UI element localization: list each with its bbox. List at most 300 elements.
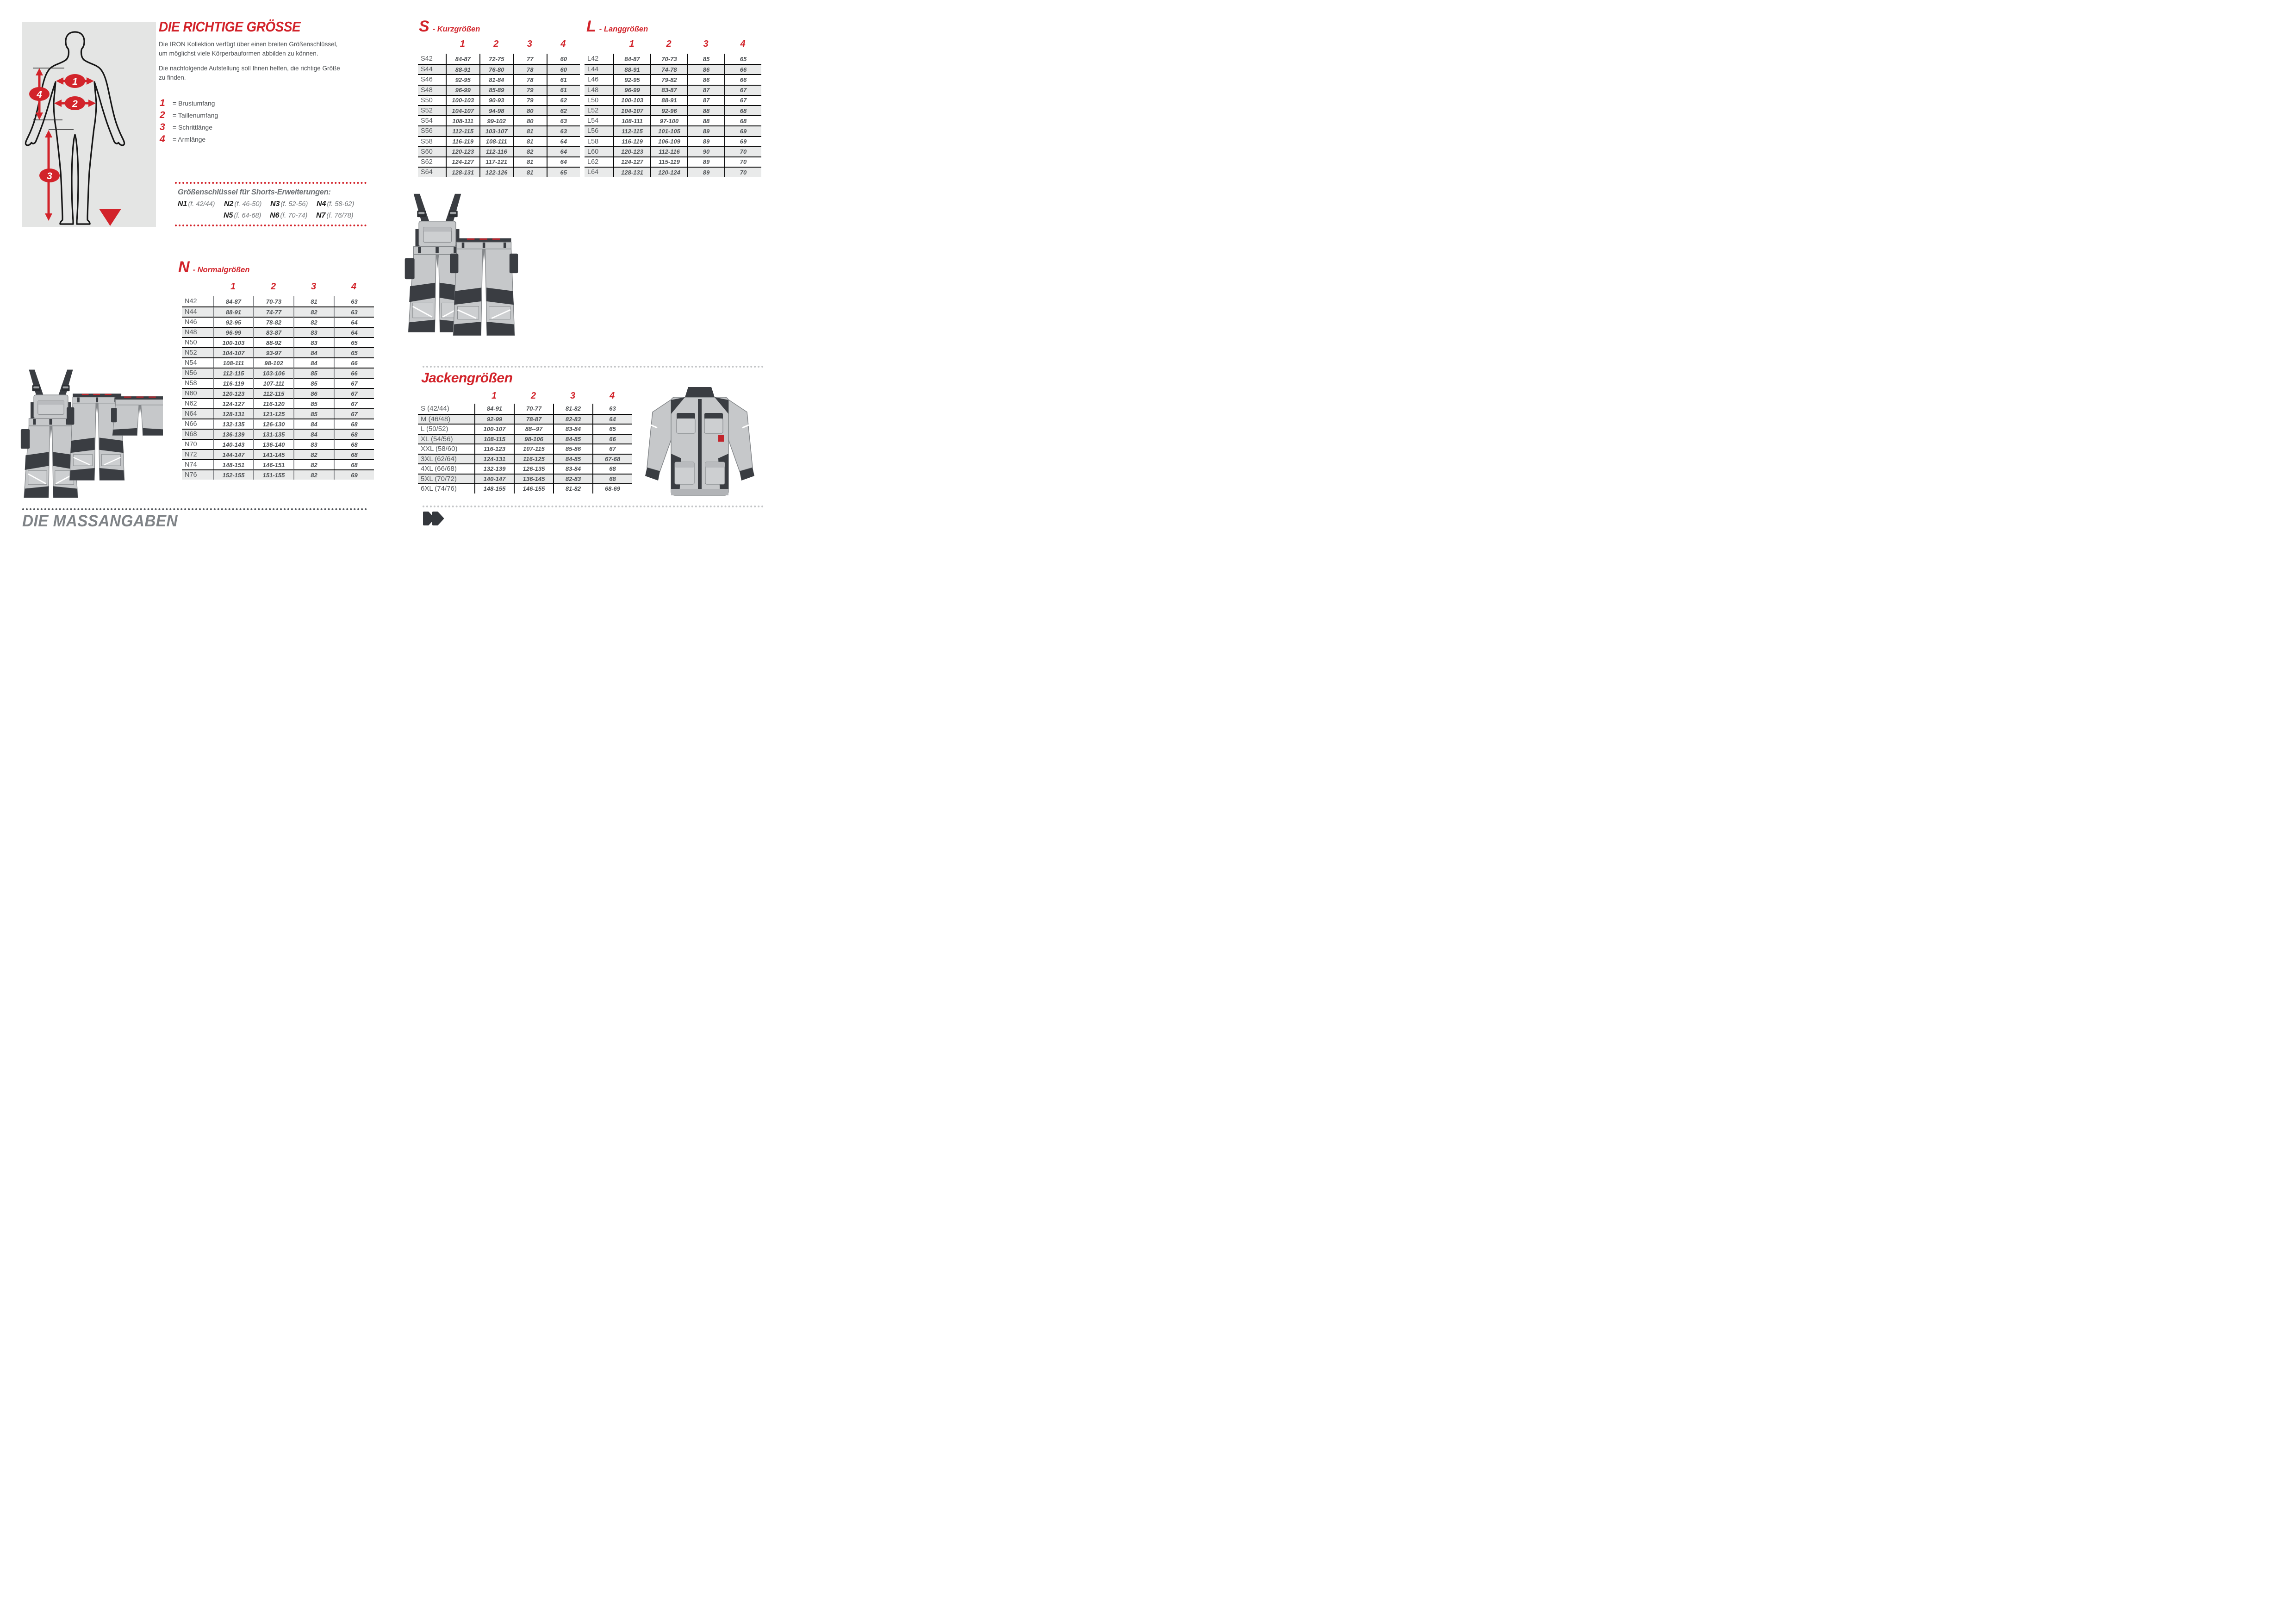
- size-label: L54: [585, 115, 613, 125]
- col-header-4: 4: [560, 39, 566, 49]
- table-row: [585, 95, 761, 105]
- section-title-langgroessen: [586, 18, 648, 36]
- measure-value: 124-131: [474, 454, 514, 464]
- measure-value: 69: [724, 136, 761, 146]
- shorts-key-code: N1: [178, 200, 187, 208]
- measure-value: 132-139: [474, 463, 514, 474]
- table-row: [418, 105, 580, 115]
- measure-value: 101-105: [650, 125, 687, 136]
- section-title-jackengroessen: [421, 370, 512, 386]
- measure-value: 146-155: [514, 483, 553, 493]
- section-title-normalgroessen: [178, 258, 249, 276]
- measure-value: 63: [547, 125, 580, 136]
- measure-value: 88--97: [514, 424, 553, 434]
- size-label: 6XL (74/76): [418, 483, 474, 493]
- measure-value: 68: [592, 474, 632, 484]
- size-label: L60: [585, 146, 613, 156]
- measure-value: 83: [293, 327, 334, 337]
- table-row: [418, 95, 580, 105]
- measure-value: 104-107: [446, 105, 479, 115]
- legend-number: 3: [160, 122, 165, 132]
- measure-value: 89: [687, 136, 724, 146]
- measure-value: 152-155: [213, 469, 253, 480]
- legend-item: [160, 97, 218, 109]
- measure-value: 67: [724, 85, 761, 95]
- col-header-1: 1: [491, 391, 497, 401]
- measure-value: 85-86: [553, 443, 592, 454]
- measure-value: 82: [293, 306, 334, 317]
- table-row: [418, 64, 580, 74]
- measure-value: 64: [547, 156, 580, 167]
- size-label: N48: [182, 327, 213, 337]
- table-row: [418, 474, 632, 484]
- measure-value: 66: [334, 357, 374, 368]
- measure-value: 81-84: [479, 74, 513, 84]
- measure-value: 83-84: [553, 424, 592, 434]
- badge-3: 3: [47, 171, 52, 181]
- measure-value: 81: [513, 125, 547, 136]
- measure-value: 89: [687, 167, 724, 177]
- measure-value: 82: [293, 469, 334, 480]
- measure-value: 63: [334, 306, 374, 317]
- measure-value: 100-103: [213, 337, 253, 347]
- size-label: N50: [182, 337, 213, 347]
- jacket-illustration: [644, 383, 758, 507]
- legend-item: [160, 133, 218, 145]
- size-label: N44: [182, 306, 213, 317]
- measure-value: 65: [547, 167, 580, 177]
- measure-value: 61: [547, 74, 580, 84]
- measure-value: 82: [293, 449, 334, 459]
- table-row: [182, 337, 374, 347]
- table-row: [585, 115, 761, 125]
- measure-value: 108-115: [474, 434, 514, 444]
- measure-value: 66: [724, 74, 761, 84]
- table-row: [418, 156, 580, 167]
- table-row: [182, 459, 374, 469]
- measure-value: 82-83: [553, 474, 592, 484]
- measure-value: 103-106: [253, 368, 293, 378]
- measure-value: 128-131: [446, 167, 479, 177]
- measure-value: 88: [687, 105, 724, 115]
- size-label: L42: [587, 55, 599, 63]
- legend-label: = Armlänge: [173, 136, 206, 143]
- measure-value: 65: [334, 347, 374, 357]
- size-label: XL (54/56): [418, 434, 474, 444]
- measure-value: 80: [513, 105, 547, 115]
- col-header-1: 1: [230, 281, 236, 292]
- shorts-key-range: (f. 76/78): [326, 212, 354, 219]
- measure-value: 87: [687, 85, 724, 95]
- size-guide-page: [0, 0, 765, 541]
- col-header-3: 3: [311, 281, 317, 292]
- col-header-1: 1: [460, 39, 465, 49]
- next-page-chevrons-icon[interactable]: [423, 511, 445, 528]
- measure-value: 70: [724, 146, 761, 156]
- measure-value: 148-155: [474, 483, 514, 493]
- measure-value: 151-155: [253, 469, 293, 480]
- measure-value: 65: [334, 337, 374, 347]
- measure-value: 83: [293, 337, 334, 347]
- shorts-key-title: Größenschlüssel für Shorts-Erweiterungen:: [178, 188, 331, 196]
- size-label: S44: [418, 64, 446, 74]
- measure-value: 70-77: [514, 404, 553, 414]
- measure-value: 131-135: [253, 429, 293, 439]
- shorts-key-code: N7: [316, 212, 326, 219]
- measure-value: 82: [293, 459, 334, 469]
- table-row: [182, 306, 374, 317]
- size-label: S (42/44): [421, 405, 449, 413]
- size-label: 4XL (66/68): [418, 463, 474, 474]
- table-row: [182, 378, 374, 388]
- measure-value: 85-89: [479, 85, 513, 95]
- legend-item: [160, 121, 218, 133]
- measure-value: 82-83: [553, 414, 592, 424]
- measure-value: 120-123: [213, 388, 253, 398]
- measure-value: 84-87: [446, 54, 479, 64]
- legend-number: 2: [160, 110, 165, 120]
- table-row: [182, 357, 374, 368]
- table-row: [182, 429, 374, 439]
- shorts-key-row-1: [178, 200, 364, 208]
- size-label: 3XL (62/64): [418, 454, 474, 464]
- measure-value: 96-99: [446, 85, 479, 95]
- s-table-column-headers: [418, 39, 580, 50]
- measure-value: 81-82: [553, 483, 592, 493]
- measure-value: 63: [592, 404, 632, 414]
- jacken-table-column-headers: [418, 391, 632, 401]
- measure-value: 70: [724, 156, 761, 167]
- legend-number: 1: [160, 98, 165, 108]
- legend-label: = Schrittlänge: [173, 124, 212, 131]
- section-letter: N: [178, 258, 190, 276]
- measure-value: 108-111: [479, 136, 513, 146]
- measure-value: 64: [547, 136, 580, 146]
- l-table-column-headers: [585, 39, 761, 50]
- badge-4: 4: [37, 89, 42, 100]
- section-title-kurzgroessen: [419, 18, 480, 36]
- measure-value: 88-91: [650, 95, 687, 105]
- measure-value: 69: [334, 469, 374, 480]
- size-label: S60: [418, 146, 446, 156]
- footer-title: DIE MASSANGABEN: [22, 512, 178, 530]
- measure-value: 100-103: [613, 95, 650, 105]
- table-row: [182, 469, 374, 480]
- measure-value: 83-87: [650, 85, 687, 95]
- measure-value: 96-99: [613, 85, 650, 95]
- table-row: [182, 398, 374, 408]
- size-label: N46: [182, 317, 213, 327]
- measure-value: 120-124: [650, 167, 687, 177]
- measure-value: 68: [334, 429, 374, 439]
- measure-value: 81: [513, 167, 547, 177]
- measure-value: 92-95: [213, 317, 253, 327]
- measure-value: 70-73: [253, 296, 293, 306]
- measure-value: 83: [293, 439, 334, 449]
- measure-value: 100-103: [446, 95, 479, 105]
- measure-value: 61: [547, 85, 580, 95]
- measure-value: 115-119: [650, 156, 687, 167]
- measure-value: 116-125: [514, 454, 553, 464]
- measure-value: 81: [513, 136, 547, 146]
- table-row: [418, 146, 580, 156]
- measure-value: 69: [724, 125, 761, 136]
- measure-value: 77: [513, 54, 547, 64]
- table-row: [182, 408, 374, 418]
- measure-value: 78: [513, 74, 547, 84]
- shorts-key-code: N2: [224, 200, 234, 208]
- measure-value: 66: [724, 64, 761, 74]
- measure-value: 124-127: [613, 156, 650, 167]
- jackengroessen-table: [418, 404, 632, 493]
- measure-value: 92-95: [446, 74, 479, 84]
- table-row: [182, 347, 374, 357]
- size-label: N56: [182, 368, 213, 378]
- table-row: [182, 317, 374, 327]
- size-label: N58: [182, 378, 213, 388]
- measure-value: 67-68: [592, 454, 632, 464]
- footer-separator-left: [22, 508, 367, 510]
- size-label: S64: [418, 167, 446, 177]
- table-row: [585, 74, 761, 84]
- measure-value: 67: [592, 443, 632, 454]
- measure-value: 85: [293, 398, 334, 408]
- size-label: N64: [182, 408, 213, 418]
- measure-value: 67: [334, 378, 374, 388]
- measure-value: 103-107: [479, 125, 513, 136]
- shorts-key-code: N5: [224, 212, 233, 219]
- measure-value: 107-115: [514, 443, 553, 454]
- measure-value: 107-111: [253, 378, 293, 388]
- measure-value: 64: [592, 414, 632, 424]
- measure-value: 79: [513, 95, 547, 105]
- table-row: [418, 414, 632, 424]
- shorts-key-range: (f. 42/44): [188, 200, 215, 208]
- section-letter: S: [419, 18, 429, 35]
- measure-value: 78: [513, 64, 547, 74]
- measure-value: 74-77: [253, 306, 293, 317]
- size-label: L44: [585, 64, 613, 74]
- table-row: [182, 418, 374, 429]
- measure-value: 112-115: [446, 125, 479, 136]
- measure-value: 121-125: [253, 408, 293, 418]
- measure-value: 60: [547, 64, 580, 74]
- normalgroessen-table: [182, 296, 374, 480]
- measure-value: 68: [334, 439, 374, 449]
- measure-value: 84: [293, 418, 334, 429]
- measure-value: 99-102: [479, 115, 513, 125]
- table-row: [585, 105, 761, 115]
- measure-value: 84-85: [553, 454, 592, 464]
- size-label: S56: [418, 125, 446, 136]
- measure-value: 60: [547, 54, 580, 64]
- measure-value: 81: [293, 296, 334, 306]
- table-row: [585, 125, 761, 136]
- measure-value: 68: [592, 463, 632, 474]
- table-row: [182, 449, 374, 459]
- section-letter: L: [586, 18, 596, 35]
- measure-value: 112-116: [479, 146, 513, 156]
- measure-value: 112-115: [613, 125, 650, 136]
- measure-value: 124-127: [213, 398, 253, 408]
- measure-value: 62: [547, 95, 580, 105]
- size-label: S48: [418, 85, 446, 95]
- col-header-3: 3: [703, 39, 709, 49]
- badge-1: 1: [72, 76, 78, 87]
- table-row: [182, 327, 374, 337]
- measure-value: 128-131: [213, 408, 253, 418]
- measure-value: 84-85: [553, 434, 592, 444]
- measure-value: 70-73: [650, 54, 687, 64]
- measure-value: 84-91: [474, 404, 514, 414]
- intro-paragraph-1: Die IRON Kollektion verfügt über einen breiten Größenschlüssel, um möglichst viele Körperbauformen abbilden zu können.: [159, 41, 338, 57]
- measure-value: 85: [293, 378, 334, 388]
- measure-value: 106-109: [650, 136, 687, 146]
- shorts-key-range: (f. 70-74): [280, 212, 308, 219]
- size-label: L62: [585, 156, 613, 167]
- col-header-2: 2: [530, 391, 536, 401]
- measure-value: 112-115: [253, 388, 293, 398]
- measure-value: 116-123: [474, 443, 514, 454]
- shorts-key-range: (f. 58-62): [327, 200, 355, 208]
- measure-value: 86: [687, 74, 724, 84]
- measure-value: 78-82: [253, 317, 293, 327]
- measure-value: 144-147: [213, 449, 253, 459]
- measure-value: 65: [592, 424, 632, 434]
- measure-value: 86: [687, 64, 724, 74]
- bib-overall-and-pants-illustration: [393, 192, 523, 367]
- measure-value: 84: [293, 347, 334, 357]
- table-row: [418, 463, 632, 474]
- measure-value: 120-123: [613, 146, 650, 156]
- size-label: S62: [418, 156, 446, 167]
- col-header-4: 4: [740, 39, 746, 49]
- table-row: [418, 483, 632, 493]
- section-suffix: - Normalgrößen: [193, 266, 250, 274]
- measure-value: 62: [547, 105, 580, 115]
- measure-value: 92-96: [650, 105, 687, 115]
- size-label: N68: [182, 429, 213, 439]
- measure-value: 84: [293, 357, 334, 368]
- measure-value: 126-135: [514, 463, 553, 474]
- section-suffix: - Kurzgrößen: [432, 25, 480, 33]
- measure-value: 79: [513, 85, 547, 95]
- overall-pants-shorts-illustration: [10, 368, 163, 509]
- size-label: L48: [585, 85, 613, 95]
- shorts-size-key-box: [175, 182, 367, 226]
- measure-value: 68-69: [592, 483, 632, 493]
- measure-value: 116-119: [213, 378, 253, 388]
- legend-item: [160, 109, 218, 121]
- measure-value: 112-115: [213, 368, 253, 378]
- jacket-sizes-title: Jackengrößen: [421, 370, 513, 386]
- table-row: [585, 136, 761, 146]
- measure-value: 92-99: [474, 414, 514, 424]
- table-row: [585, 85, 761, 95]
- measure-value: 82: [293, 317, 334, 327]
- table-row: [585, 64, 761, 74]
- size-label: N60: [182, 388, 213, 398]
- size-label: N74: [182, 459, 213, 469]
- measure-value: 88-92: [253, 337, 293, 347]
- measure-value: 80: [513, 115, 547, 125]
- measure-value: 108-111: [446, 115, 479, 125]
- measure-value: 67: [334, 408, 374, 418]
- col-header-3: 3: [570, 391, 576, 401]
- measure-value: 67: [724, 95, 761, 105]
- size-label: S46: [418, 74, 446, 84]
- measure-value: 98-106: [514, 434, 553, 444]
- size-label: N52: [182, 347, 213, 357]
- shorts-key-row-2: [224, 212, 364, 220]
- measure-value: 65: [724, 54, 761, 64]
- measure-value: 90-93: [479, 95, 513, 105]
- table-row: [182, 368, 374, 378]
- measure-value: 70: [724, 167, 761, 177]
- size-label: N70: [182, 439, 213, 449]
- col-header-3: 3: [527, 39, 532, 49]
- size-label: S42: [421, 55, 433, 63]
- intro-paragraph-2: Die nachfolgende Aufstellung soll Ihnen helfen, die richtige Größe zu finden.: [159, 65, 340, 81]
- measure-value: 66: [592, 434, 632, 444]
- table-row: [585, 156, 761, 167]
- table-row: [418, 167, 580, 177]
- n-table-column-headers: [182, 281, 374, 292]
- size-label: L56: [585, 125, 613, 136]
- measure-value: 76-80: [479, 64, 513, 74]
- measure-value: 85: [293, 368, 334, 378]
- size-label: M (46/48): [418, 414, 474, 424]
- badge-2: 2: [72, 99, 78, 109]
- measure-value: 132-135: [213, 418, 253, 429]
- measure-value: 140-147: [474, 474, 514, 484]
- measure-value: 116-119: [613, 136, 650, 146]
- size-label: XXL (58/60): [418, 443, 474, 454]
- langgroessen-table: [585, 54, 761, 177]
- table-row: [418, 434, 632, 444]
- page-title: DIE RICHTIGE GRÖSSE: [159, 19, 301, 35]
- size-label: L50: [585, 95, 613, 105]
- measure-value: 89: [687, 156, 724, 167]
- table-row: [182, 296, 374, 306]
- measure-value: 84-87: [613, 54, 650, 64]
- size-label: L52: [585, 105, 613, 115]
- measure-value: 81: [513, 156, 547, 167]
- table-row: [418, 85, 580, 95]
- measure-value: 85: [687, 54, 724, 64]
- legend-number: 4: [160, 134, 165, 144]
- shorts-key-range: (f. 46-50): [234, 200, 262, 208]
- measure-value: 79-82: [650, 74, 687, 84]
- measure-value: 136-145: [514, 474, 553, 484]
- measure-value: 83-84: [553, 463, 592, 474]
- size-label: N76: [182, 469, 213, 480]
- table-row: [418, 125, 580, 136]
- measure-value: 112-116: [650, 146, 687, 156]
- table-row: [585, 146, 761, 156]
- measure-value: 96-99: [213, 327, 253, 337]
- table-row: [418, 454, 632, 464]
- measure-value: 98-102: [253, 357, 293, 368]
- table-row: [418, 424, 632, 434]
- table-row: [418, 54, 580, 64]
- measure-value: 68: [334, 459, 374, 469]
- measure-value: 93-97: [253, 347, 293, 357]
- measure-value: 108-111: [613, 115, 650, 125]
- col-header-2: 2: [666, 39, 672, 49]
- measurement-legend: [160, 97, 218, 145]
- measure-value: 81-82: [553, 404, 592, 414]
